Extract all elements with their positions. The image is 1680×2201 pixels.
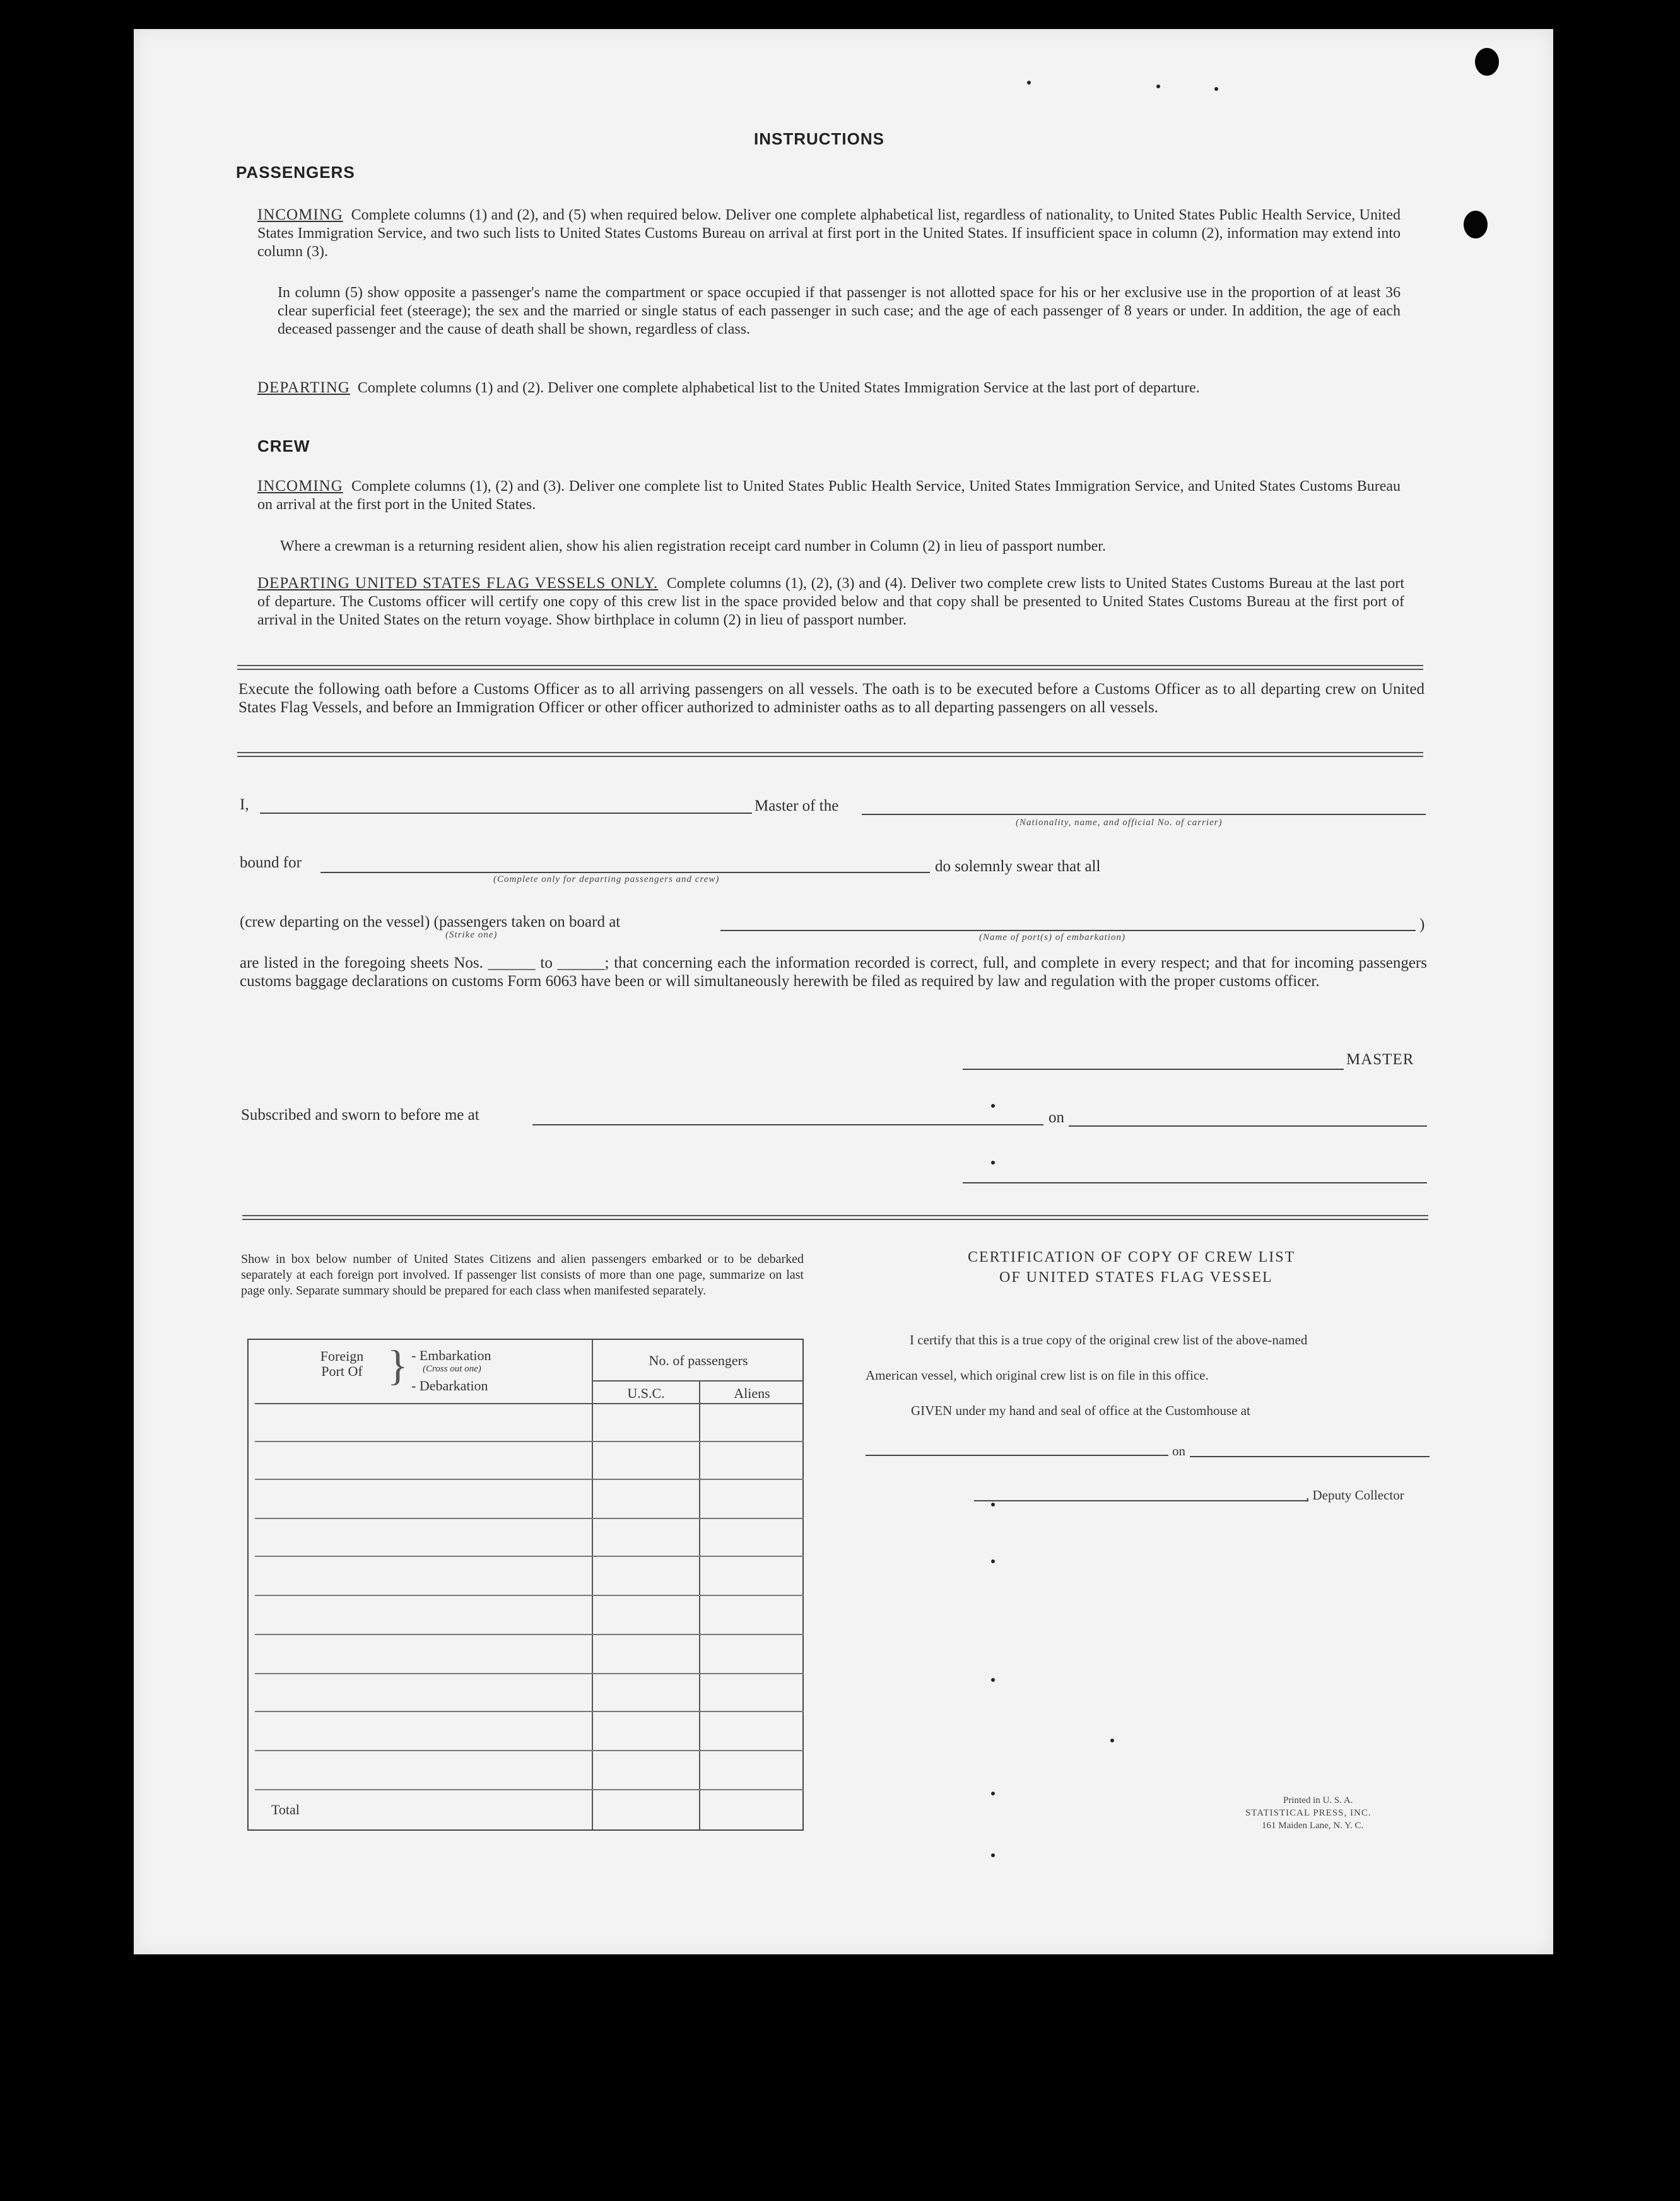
speck	[991, 1853, 995, 1857]
printer-line-2: STATISTICAL PRESS, INC.	[1245, 1808, 1372, 1818]
table-row	[255, 1518, 804, 1519]
passengers-departing-text: Complete columns (1) and (2). Deliver one complete alphabetical list to the United States Immigration Service at the last port of departure.	[357, 380, 1200, 396]
certification-date-field[interactable]	[1190, 1456, 1430, 1457]
speck	[991, 1559, 995, 1563]
certify-line-2: American vessel, which original crew list is on file in this office.	[866, 1368, 1209, 1383]
subscribed-text: Subscribed and sworn to before me at	[241, 1106, 479, 1124]
crew-passengers-text: (crew departing on the vessel) (passengers taken on board at	[240, 913, 621, 930]
brace-icon: }	[387, 1341, 408, 1389]
port-embarkation-field[interactable]	[720, 930, 1416, 931]
table-row	[255, 1634, 804, 1635]
close-paren: )	[1419, 916, 1425, 933]
instructions-title: INSTRUCTIONS	[754, 129, 884, 148]
passengers-departing-label: DEPARTING	[257, 379, 350, 396]
crew-resident-paragraph: Where a crewman is a returning resident alien, show his alien registration receipt card number in Column (2) in lieu of passport number.	[280, 538, 1106, 555]
customhouse-field[interactable]	[866, 1455, 1168, 1456]
speck	[1027, 81, 1031, 85]
header-divider	[592, 1380, 804, 1382]
passengers-incoming-label: INCOMING	[257, 206, 343, 223]
passengers-column5-paragraph: In column (5) show opposite a passenger's name the compartment or space occupied if that passenger is not allotted space for his or her exclusive use in the proportion of at least 36 clear superficial feet (steerage); the sex and the married or single status of each passenger in such case; and the age of each passenger of 8 years or under. In addition, the age of each deceased passenger and the cause of death shall be shown, regardless of class.	[278, 285, 1401, 337]
divider-double	[242, 1215, 1428, 1220]
listed-paragraph: are listed in the foregoing sheets Nos. ______ to ______; that concerning each the information recorded is correct, full, and complete in every respect; and that for incoming passengers customs baggage declarations on customs Form 6063 have been or will simultaneously herewith be filed as required by law and regulation with the proper customs officer.	[240, 954, 1427, 990]
certification-heading-2: OF UNITED STATES FLAG VESSEL	[999, 1269, 1273, 1286]
table-row	[255, 1479, 804, 1480]
strike-caption: (Strike one)	[445, 930, 498, 940]
deputy-collector-signature-field[interactable]	[974, 1500, 1308, 1501]
speck	[991, 1678, 995, 1682]
debarkation-label: - Debarkation	[411, 1378, 488, 1394]
table-row	[255, 1673, 804, 1674]
crew-departing-text: Complete columns (1), (2), (3) and (4). Deliver two complete crew lists to United States Customs Bureau at the last port of departure. The Customs officer will certify one copy of this crew list in the space provided below and that copy shall be presented to United States Customs Bureau at the first port of arrival in the United States on the return voyage. Show birthplace in column (2) in lieu of passport number.	[257, 575, 1405, 628]
sworn-place-field[interactable]	[532, 1124, 1043, 1125]
speck	[991, 1104, 995, 1108]
speck	[991, 1503, 995, 1506]
complete-only-caption: (Complete only for departing passengers and crew)	[493, 874, 720, 884]
speck	[1156, 85, 1160, 88]
passengers-heading: PASSENGERS	[236, 163, 355, 182]
passengers-incoming-text: Complete columns (1) and (2), and (5) when required below. Deliver one complete alphabetical list, regardless of nationality, to United States Public Health Service, United States Immigration Service, and two such lists to United States Customs Bureau on arrival at first port in the United States. If insufficient space in column (2), information may extend into column (3).	[257, 207, 1401, 260]
crew-departing-paragraph	[257, 574, 1404, 630]
crew-departing-label: DEPARTING UNITED STATES FLAG VESSELS ONLY.	[257, 575, 659, 592]
divider-double	[237, 752, 1423, 757]
divider-double	[237, 665, 1423, 670]
aliens-header: Aliens	[734, 1385, 770, 1401]
table-row	[255, 1595, 804, 1596]
bound-for-field[interactable]	[320, 872, 930, 873]
summary-instructions: Show in box below number of United States Citizens and alien passengers embarked or to be debarked separately at each foreign port involved. If passenger list consists of more than one page, summarize on last page only. Separate summary should be prepared for each class when manifested separately.	[241, 1252, 804, 1298]
column-divider	[592, 1340, 593, 1829]
table-row	[255, 1750, 804, 1751]
table-row	[255, 1403, 804, 1404]
table-row	[255, 1711, 804, 1712]
nationality-caption: (Nationality, name, and official No. of carrier)	[1016, 818, 1223, 828]
table-row	[255, 1789, 804, 1790]
passenger-summary-table	[247, 1339, 804, 1831]
speck	[991, 1792, 995, 1795]
carrier-field[interactable]	[862, 814, 1426, 815]
master-of-label: Master of the	[755, 797, 839, 814]
speck	[1110, 1739, 1114, 1742]
no-of-passengers-header: No. of passengers	[649, 1353, 748, 1368]
master-signature-field[interactable]	[963, 1069, 1344, 1070]
column-divider	[699, 1380, 700, 1829]
certify-line-1: I certify that this is a true copy of the original crew list of the above-named	[910, 1332, 1308, 1347]
printer-line-1: Printed in U. S. A.	[1283, 1795, 1353, 1805]
table-row	[255, 1441, 804, 1442]
total-label: Total	[271, 1802, 300, 1817]
speck	[991, 1161, 995, 1165]
table-row	[255, 1556, 804, 1557]
crew-heading: CREW	[257, 437, 310, 455]
master-name-field[interactable]	[260, 813, 752, 814]
oath-intro: Execute the following oath before a Customs Officer as to all arriving passengers on all vessels. The oath is to be executed before a Customs Officer as to all departing crew on United States Flag Vessels, and before an Immigration Officer or other officer authorized to administer oaths as to all departing passengers on all vessels.	[238, 681, 1424, 716]
officer-signature-field[interactable]	[963, 1182, 1427, 1183]
sworn-date-field[interactable]	[1069, 1125, 1427, 1127]
deputy-collector-label: , Deputy Collector	[1306, 1488, 1404, 1503]
given-line: GIVEN under my hand and seal of office at the Customhouse at	[911, 1403, 1250, 1418]
master-label: MASTER	[1346, 1051, 1414, 1068]
punch-hole-middle	[1464, 211, 1488, 238]
printer-line-3: 161 Maiden Lane, N. Y. C.	[1262, 1821, 1364, 1831]
sworn-on-label: on	[1049, 1109, 1064, 1126]
ports-caption: (Name of port(s) of embarkation)	[979, 932, 1125, 942]
embarkation-label: - Embarkation	[411, 1347, 491, 1363]
crew-incoming-text: Complete columns (1), (2) and (3). Deliver one complete list to United States Public Health Service, United States Immigration Service, and United States Customs Bureau on arrival at the first port in the United States.	[257, 478, 1401, 513]
certification-on-label: on	[1172, 1443, 1185, 1459]
oath-i-label: I,	[240, 796, 249, 813]
punch-hole-top	[1475, 48, 1499, 76]
crew-incoming-label: INCOMING	[257, 478, 343, 495]
passengers-departing-paragraph	[257, 379, 1401, 397]
swear-text: do solemnly swear that all	[935, 858, 1101, 875]
speck	[1214, 87, 1218, 91]
foreign-port-of-label: Foreign Port Of	[320, 1348, 364, 1379]
passengers-incoming-paragraph	[257, 206, 1401, 261]
certification-heading-1: CERTIFICATION OF COPY OF CREW LIST	[968, 1249, 1296, 1265]
bound-for-label: bound for	[240, 854, 302, 871]
crew-incoming-paragraph	[257, 477, 1401, 514]
cross-out-caption: (Cross out one)	[423, 1364, 481, 1374]
usc-header: U.S.C.	[627, 1385, 665, 1401]
